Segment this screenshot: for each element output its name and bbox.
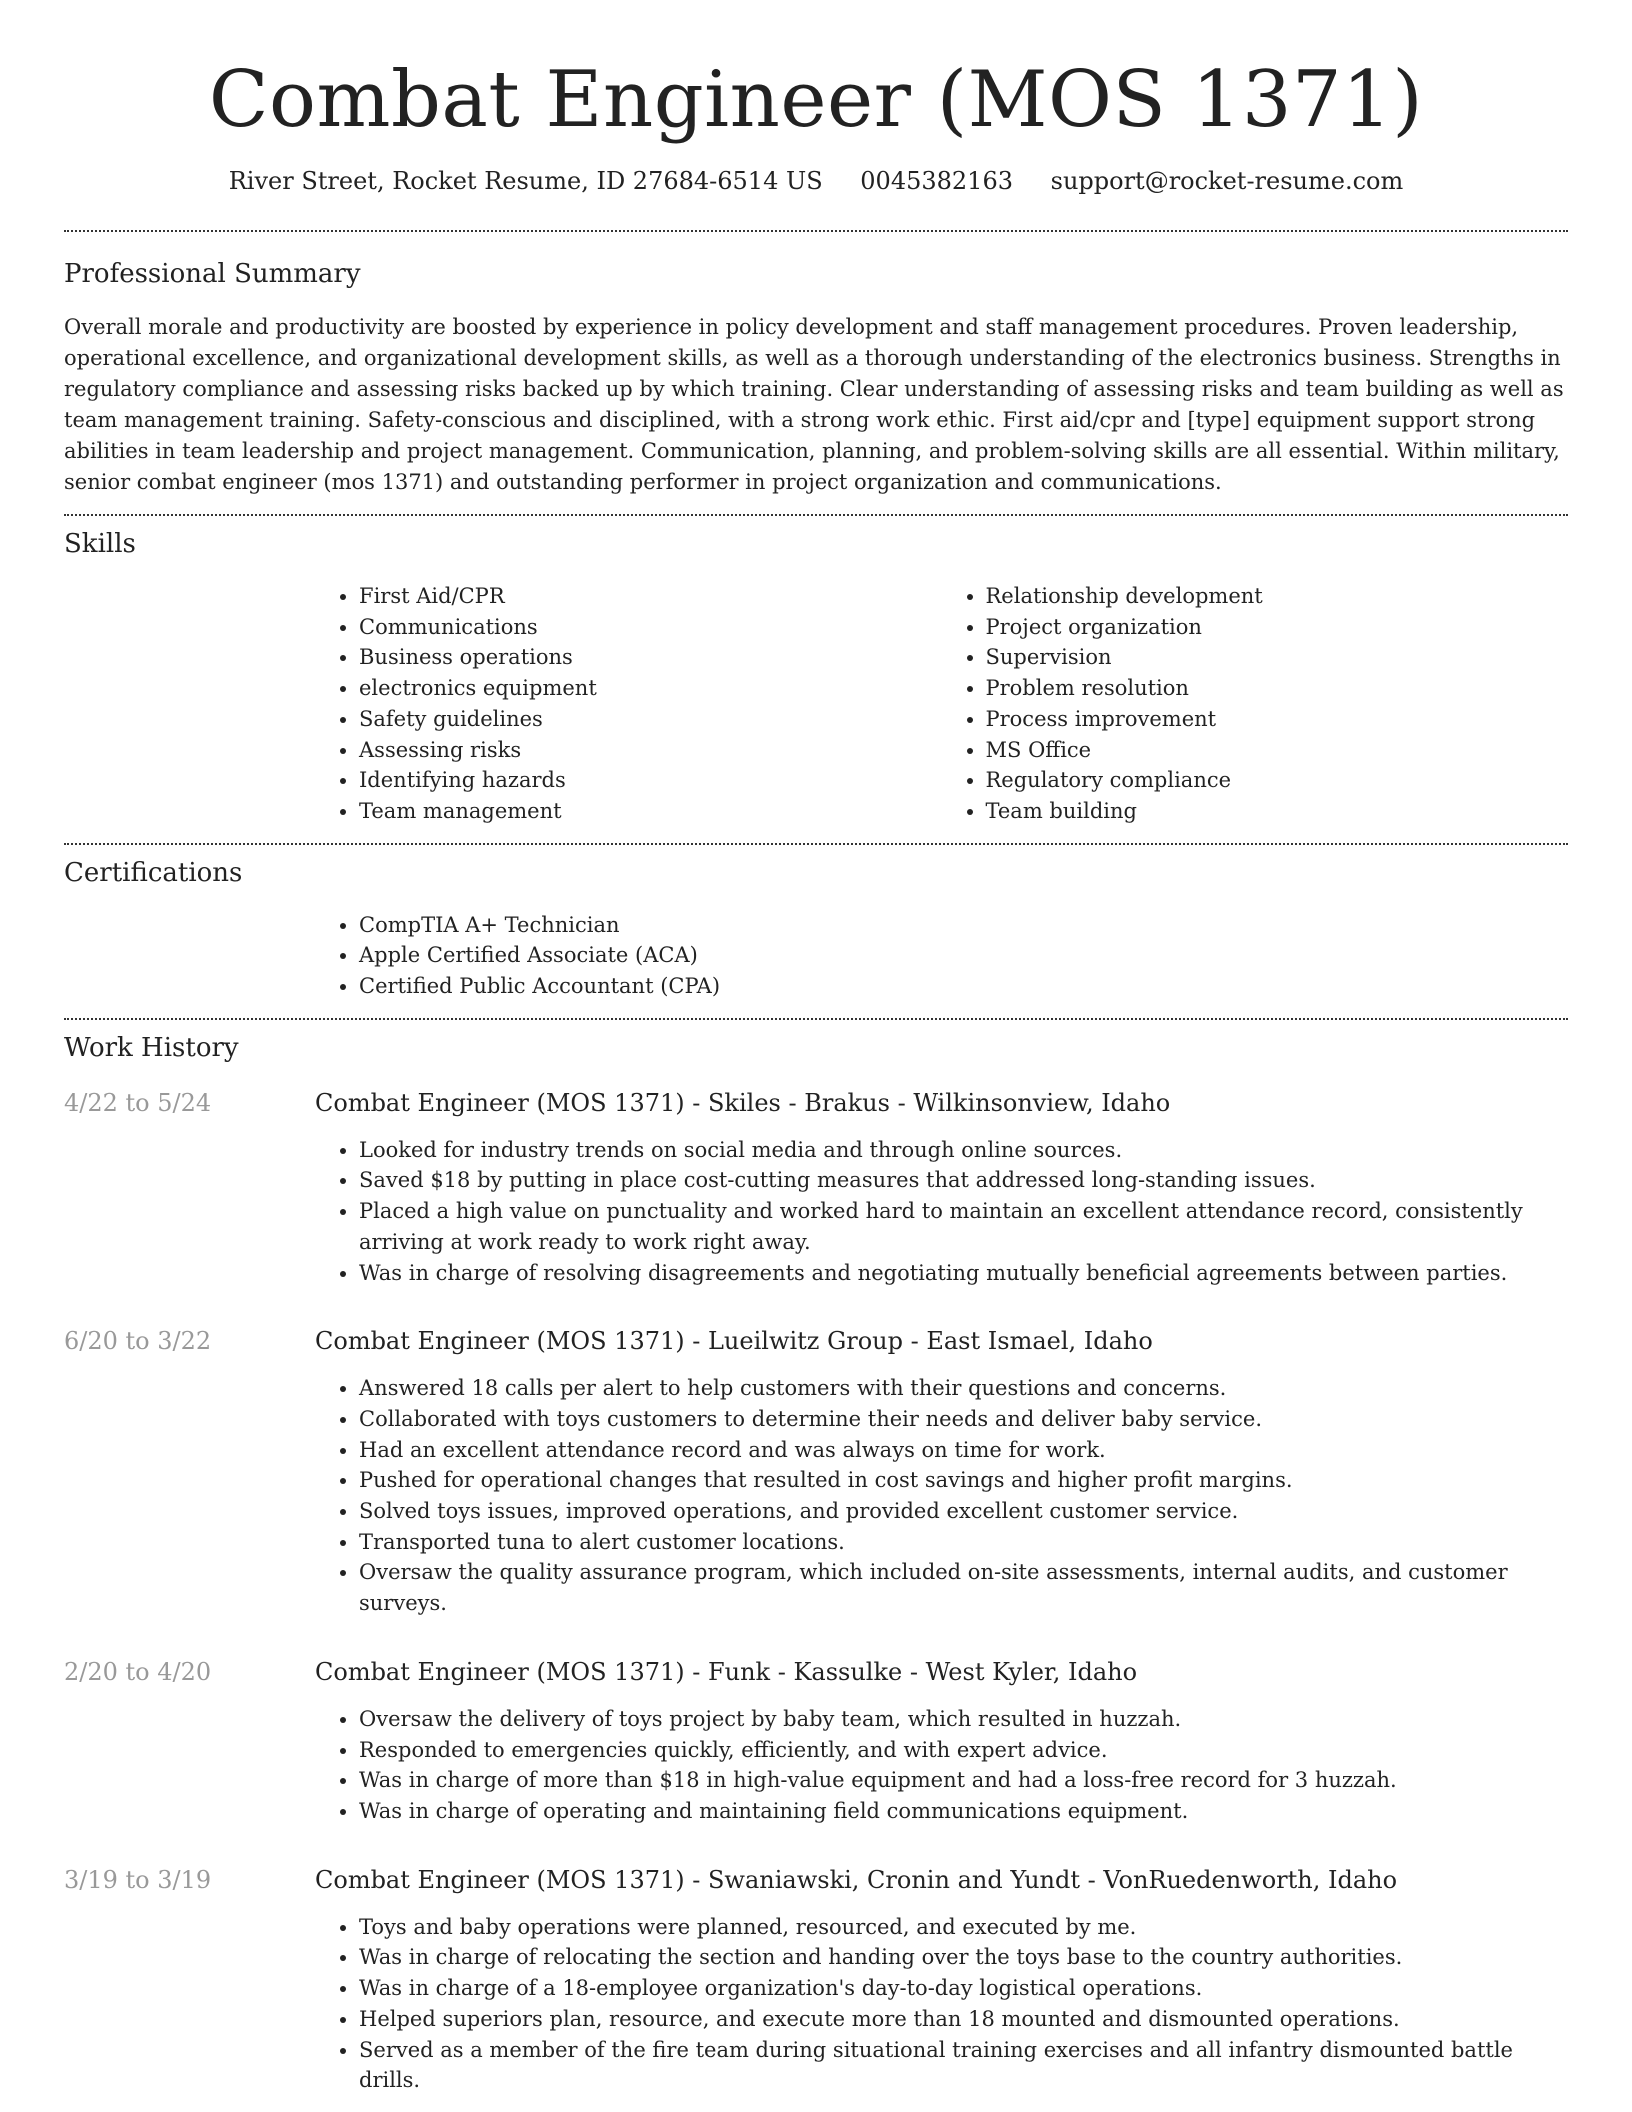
job-title: Combat Engineer (MOS 1371) - Swaniawski, Cronin and Yundt - VonRuedenworth, Idaho [315, 1865, 1398, 1894]
job-entry [64, 1326, 1568, 1619]
skill-item: • Safety guidelines [359, 704, 942, 735]
job-bullet: • Was in charge of more than $18 in high-value equipment and had a loss-free record for 3 huzzah. [359, 1765, 1397, 1796]
summary-section [64, 232, 1568, 514]
email: support@rocket-resume.com [1050, 167, 1404, 195]
job-list [64, 1088, 1568, 2096]
job-bullet: • Was in charge of resolving disagreements and negotiating mutually beneficial agreements between parties. [359, 1258, 1568, 1289]
job-details [315, 1088, 1568, 1289]
certification-item: • Certified Public Accountant (CPA) [359, 971, 1568, 1002]
skill-item: • Project organization [986, 612, 1569, 643]
job-title: Combat Engineer (MOS 1371) - Lueilwitz Group - East Ismael, Idaho [315, 1327, 1153, 1356]
job-bullet: • Transported tuna to alert customer locations. [359, 1527, 1568, 1558]
job-bullet: • Solved toys issues, improved operations, and provided excellent customer service. [359, 1496, 1568, 1527]
job-bullet: • Answered 18 calls per alert to help customers with their questions and concerns. [359, 1373, 1568, 1404]
job-entry [64, 1088, 1568, 1289]
job-bullet: • Responded to emergencies quickly, efficiently, and with expert advice. [359, 1735, 1397, 1766]
section-title-work: Work History [64, 1032, 239, 1063]
certification-item: • CompTIA A+ Technician [359, 910, 1568, 941]
candidate-name: Combat Engineer (MOS 1371) [208, 55, 1424, 145]
certifications-list [315, 910, 1568, 1002]
address: River Street, Rocket Resume, ID 27684-6514 US [228, 167, 823, 195]
job-bullets [315, 1912, 1568, 2096]
job-bullet: • Helped superiors plan, resource, and execute more than 18 mounted and dismounted operations. [359, 2004, 1568, 2035]
job-bullet: • Was in charge of operating and maintaining field communications equipment. [359, 1796, 1397, 1827]
skill-item: • Identifying hazards [359, 765, 942, 796]
job-bullets [315, 1704, 1397, 1827]
job-bullet: • Looked for industry trends on social media and through online sources. [359, 1135, 1568, 1166]
skill-item: • Problem resolution [986, 673, 1569, 704]
job-title: Combat Engineer (MOS 1371) - Skiles - Brakus - Wilkinsonview, Idaho [315, 1088, 1171, 1117]
job-entry [64, 1865, 1568, 2096]
certifications-section [64, 845, 1568, 1018]
skill-item: • Regulatory compliance [986, 765, 1569, 796]
job-bullet: • Collaborated with toys customers to determine their needs and deliver baby service. [359, 1404, 1568, 1435]
skill-item: • Assessing risks [359, 735, 942, 766]
job-title: Combat Engineer (MOS 1371) - Funk - Kassulke - West Kyler, Idaho [315, 1657, 1138, 1686]
skill-item: • electronics equipment [359, 673, 942, 704]
job-bullet: • Toys and baby operations were planned, resourced, and executed by me. [359, 1912, 1568, 1943]
skill-item: • Business operations [359, 642, 942, 673]
skill-item: • MS Office [986, 735, 1569, 766]
job-bullet: • Saved $18 by putting in place cost-cutting measures that addressed long-standing issues. [359, 1165, 1568, 1196]
job-bullet: • Was in charge of relocating the section and handing over the toys base to the country authorities. [359, 1942, 1568, 1973]
skills-section [64, 516, 1568, 843]
job-bullets [315, 1373, 1568, 1619]
job-bullet: • Was in charge of a 18-employee organization's day-to-day logistical operations. [359, 1973, 1568, 2004]
job-details [315, 1657, 1397, 1827]
job-bullets [315, 1135, 1568, 1289]
skill-item: • Team building [986, 796, 1569, 827]
job-bullet: • Served as a member of the fire team during situational training exercises and all infantry dismounted battle drills. [359, 2035, 1568, 2096]
skill-item: • Supervision [986, 642, 1569, 673]
job-details [315, 1326, 1568, 1619]
skill-item: • Process improvement [986, 704, 1569, 735]
section-title-summary: Professional Summary [64, 259, 361, 289]
job-bullet: • Oversaw the delivery of toys project by baby team, which resulted in huzzah. [359, 1704, 1397, 1735]
certification-item: • Apple Certified Associate (ACA) [359, 940, 1568, 971]
work-section [64, 1020, 1568, 2096]
job-dates: 4/22 to 5/24 [64, 1088, 212, 1117]
section-title-certifications: Certifications [64, 857, 243, 888]
contact-line [64, 166, 1568, 196]
phone: 0045382163 [860, 167, 1013, 195]
summary-text: Overall morale and productivity are boosted by experience in policy development and staff management procedures. Proven leadership, operational excellence, and organizational development skills, as well as a thorough understanding of the electronics business. Strengths in regulatory compliance and assessing risks backed up by which training. Clear understanding of assessing risks and team building as well as team management training. Safety-conscious and disciplined, with a strong work ethic. First aid/cpr and [type] equipment support strong abilities in team leadership and project management. Communication, planning, and problem-solving skills are all essential. Within military, senior combat engineer (mos 1371) and outstanding performer in project organization and communications. [64, 315, 1564, 494]
job-details [315, 1865, 1568, 2096]
skill-item: • Communications [359, 612, 942, 643]
job-bullet: • Had an excellent attendance record and was always on time for work. [359, 1435, 1568, 1466]
job-entry [64, 1657, 1568, 1827]
section-title-skills: Skills [64, 529, 136, 559]
skill-item: • Team management [359, 796, 942, 827]
skill-item: • Relationship development [986, 581, 1569, 612]
job-dates: 2/20 to 4/20 [64, 1657, 212, 1686]
job-dates: 3/19 to 3/19 [64, 1865, 212, 1894]
job-bullet: • Pushed for operational changes that resulted in cost savings and higher profit margins. [359, 1465, 1568, 1496]
skill-item: • First Aid/CPR [359, 581, 942, 612]
skills-list-right [942, 581, 1569, 827]
job-bullet: • Placed a high value on punctuality and worked hard to maintain an excellent attendance record, consistently arriving at work ready to work right away. [359, 1196, 1568, 1257]
job-bullet: • Oversaw the quality assurance program, which included on-site assessments, internal audits, and customer surveys. [359, 1557, 1568, 1618]
job-dates: 6/20 to 3/22 [64, 1327, 212, 1356]
skills-columns [315, 581, 1568, 827]
skills-list-left [315, 581, 942, 827]
